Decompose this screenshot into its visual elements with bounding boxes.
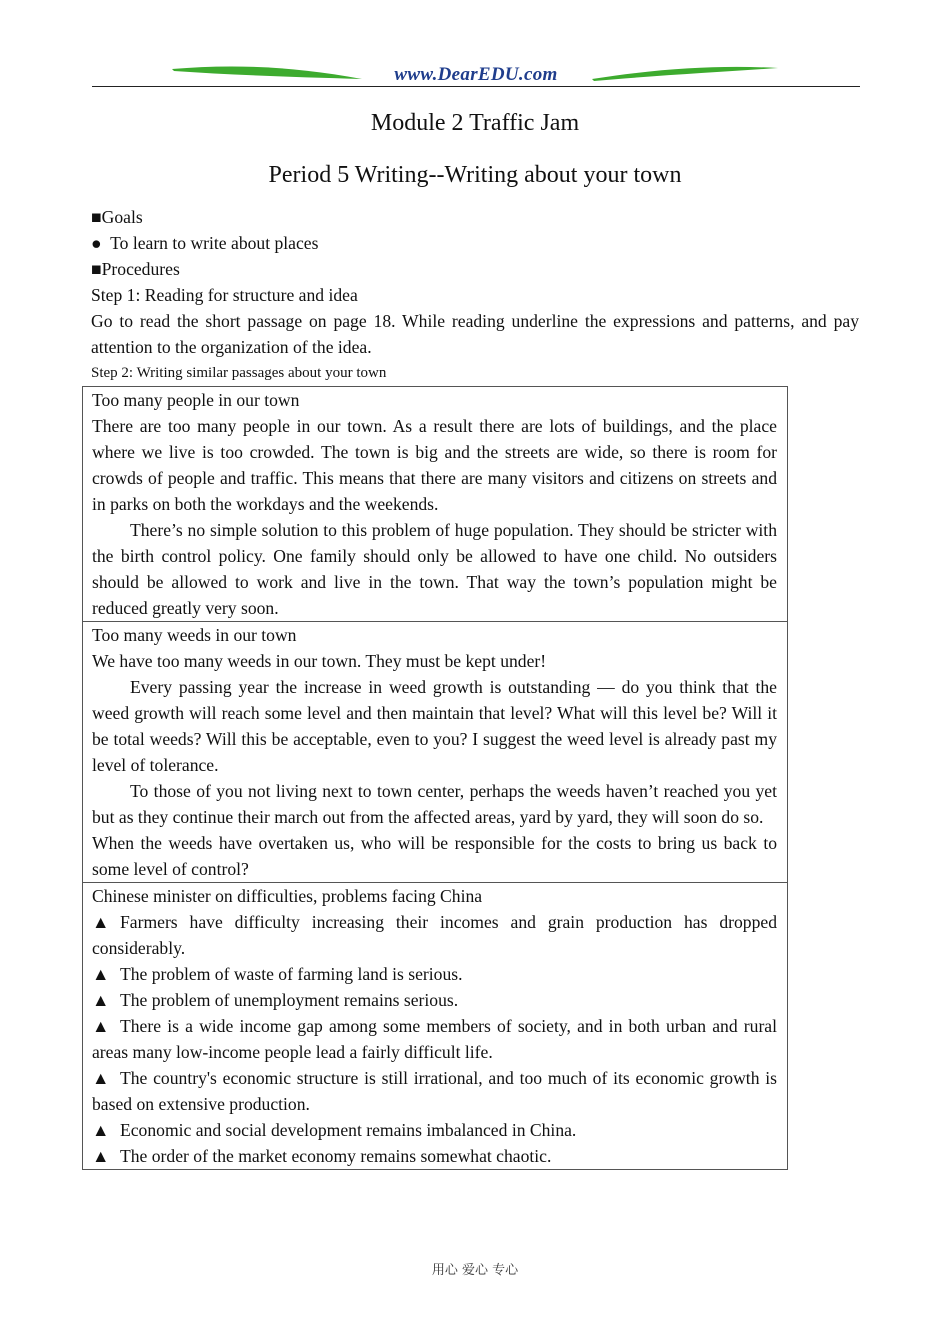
triangle-bullet-icon: ▲: [92, 1068, 110, 1088]
problem-bullet: [92, 961, 777, 987]
page-title: Module 2 Traffic Jam: [370, 110, 580, 136]
triangle-bullet-icon: ▲: [92, 990, 110, 1010]
problem-text: The order of the market economy remains somewhat chaotic.: [120, 1146, 552, 1166]
problem-text: The problem of waste of farming land is serious.: [120, 964, 463, 984]
triangle-bullet-icon: ▲: [92, 1120, 110, 1140]
page-footer: 用心 爱心 专心: [431, 1263, 519, 1278]
passage2-paragraph: We have too many weeds in our town. They must be kept under!: [92, 651, 547, 671]
problem-bullet: [92, 909, 777, 961]
passage2-paragraph: To those of you not living next to town center, perhaps the weeds haven’t reached you yet but as they continue their march out from the affected areas, yard by yard, they will soon do so.: [92, 781, 777, 827]
problem-bullet: [92, 987, 777, 1013]
passage1-paragraph: There are too many people in our town. As a result there are lots of buildings, and the place where we live is too crowded. The town is big and the streets are wide, so there is room for crowds of people and traffic. This means that there are many visitors and citizens on streets and in parks on both the workdays and the weekends.: [92, 416, 777, 514]
problem-text: Farmers have difficulty increasing their incomes and grain production has dropped considerably.: [92, 912, 777, 958]
goal-item: ● To learn to write about places: [91, 233, 319, 253]
passage-row-china: [83, 883, 788, 1170]
passage2-title: Too many weeds in our town: [92, 625, 297, 645]
problem-text: The problem of unemployment remains serious.: [120, 990, 459, 1010]
passage1-paragraph: There’s no simple solution to this problem of huge population. They should be stricter with the birth control policy. One family should only be allowed to have one child. No outsiders should be allowed to work and live in the town. That way the town’s population might be reduced greatly very soon.: [92, 520, 777, 618]
passages-table: [82, 386, 788, 1170]
triangle-bullet-icon: ▲: [92, 1146, 110, 1166]
passage-row-people: [83, 387, 788, 622]
problem-bullet: [92, 1143, 777, 1169]
passage-cell-china: [83, 883, 788, 1170]
problem-text: There is a wide income gap among some members of society, and in both urban and rural areas many low-income people lead a fairly difficult life.: [92, 1016, 777, 1062]
triangle-bullet-icon: ▲: [92, 964, 110, 984]
problem-text: The country's economic structure is still irrational, and too much of its economic growth is based on extensive production.: [92, 1068, 777, 1114]
header-rule: [92, 86, 860, 87]
step1-title: Step 1: Reading for structure and idea: [91, 285, 358, 305]
step2-title: Step 2: Writing similar passages about your town: [91, 365, 387, 381]
step1-text: Go to read the short passage on page 18. While reading underline the expressions and patterns, and pay attention to the organization of the idea.: [91, 311, 859, 357]
lesson-content: [91, 204, 859, 386]
problem-bullet: [92, 1117, 777, 1143]
triangle-bullet-icon: ▲: [92, 1016, 110, 1036]
passage-cell-people: [83, 387, 788, 622]
page-header: [92, 62, 860, 90]
passage2-paragraph: Every passing year the increase in weed growth is outstanding — do you think that the weed growth will reach some level and then maintain that level? What will this level be? Will it be total weeds? Will this be acceptable, even to you? I suggest the weed level is already past my level of tolerance.: [92, 677, 777, 775]
passage1-title: Too many people in our town: [92, 390, 300, 410]
problem-text: Economic and social development remains imbalanced in China.: [120, 1120, 577, 1140]
triangle-bullet-icon: ▲: [92, 912, 110, 932]
page-subtitle: Period 5 Writing--Writing about your town: [268, 162, 682, 188]
site-logo: www.DearEDU.com: [394, 64, 558, 85]
procedures-heading: ■Procedures: [91, 259, 180, 279]
passage-row-weeds: [83, 622, 788, 883]
passage2-paragraph: When the weeds have overtaken us, who will be responsible for the costs to bring us back to some level of control?: [92, 833, 777, 879]
passage-cell-weeds: [83, 622, 788, 883]
problem-bullet: [92, 1013, 777, 1065]
problem-bullet: [92, 1065, 777, 1117]
goals-heading: ■Goals: [91, 207, 143, 227]
passage3-title: Chinese minister on difficulties, problems facing China: [92, 886, 483, 906]
